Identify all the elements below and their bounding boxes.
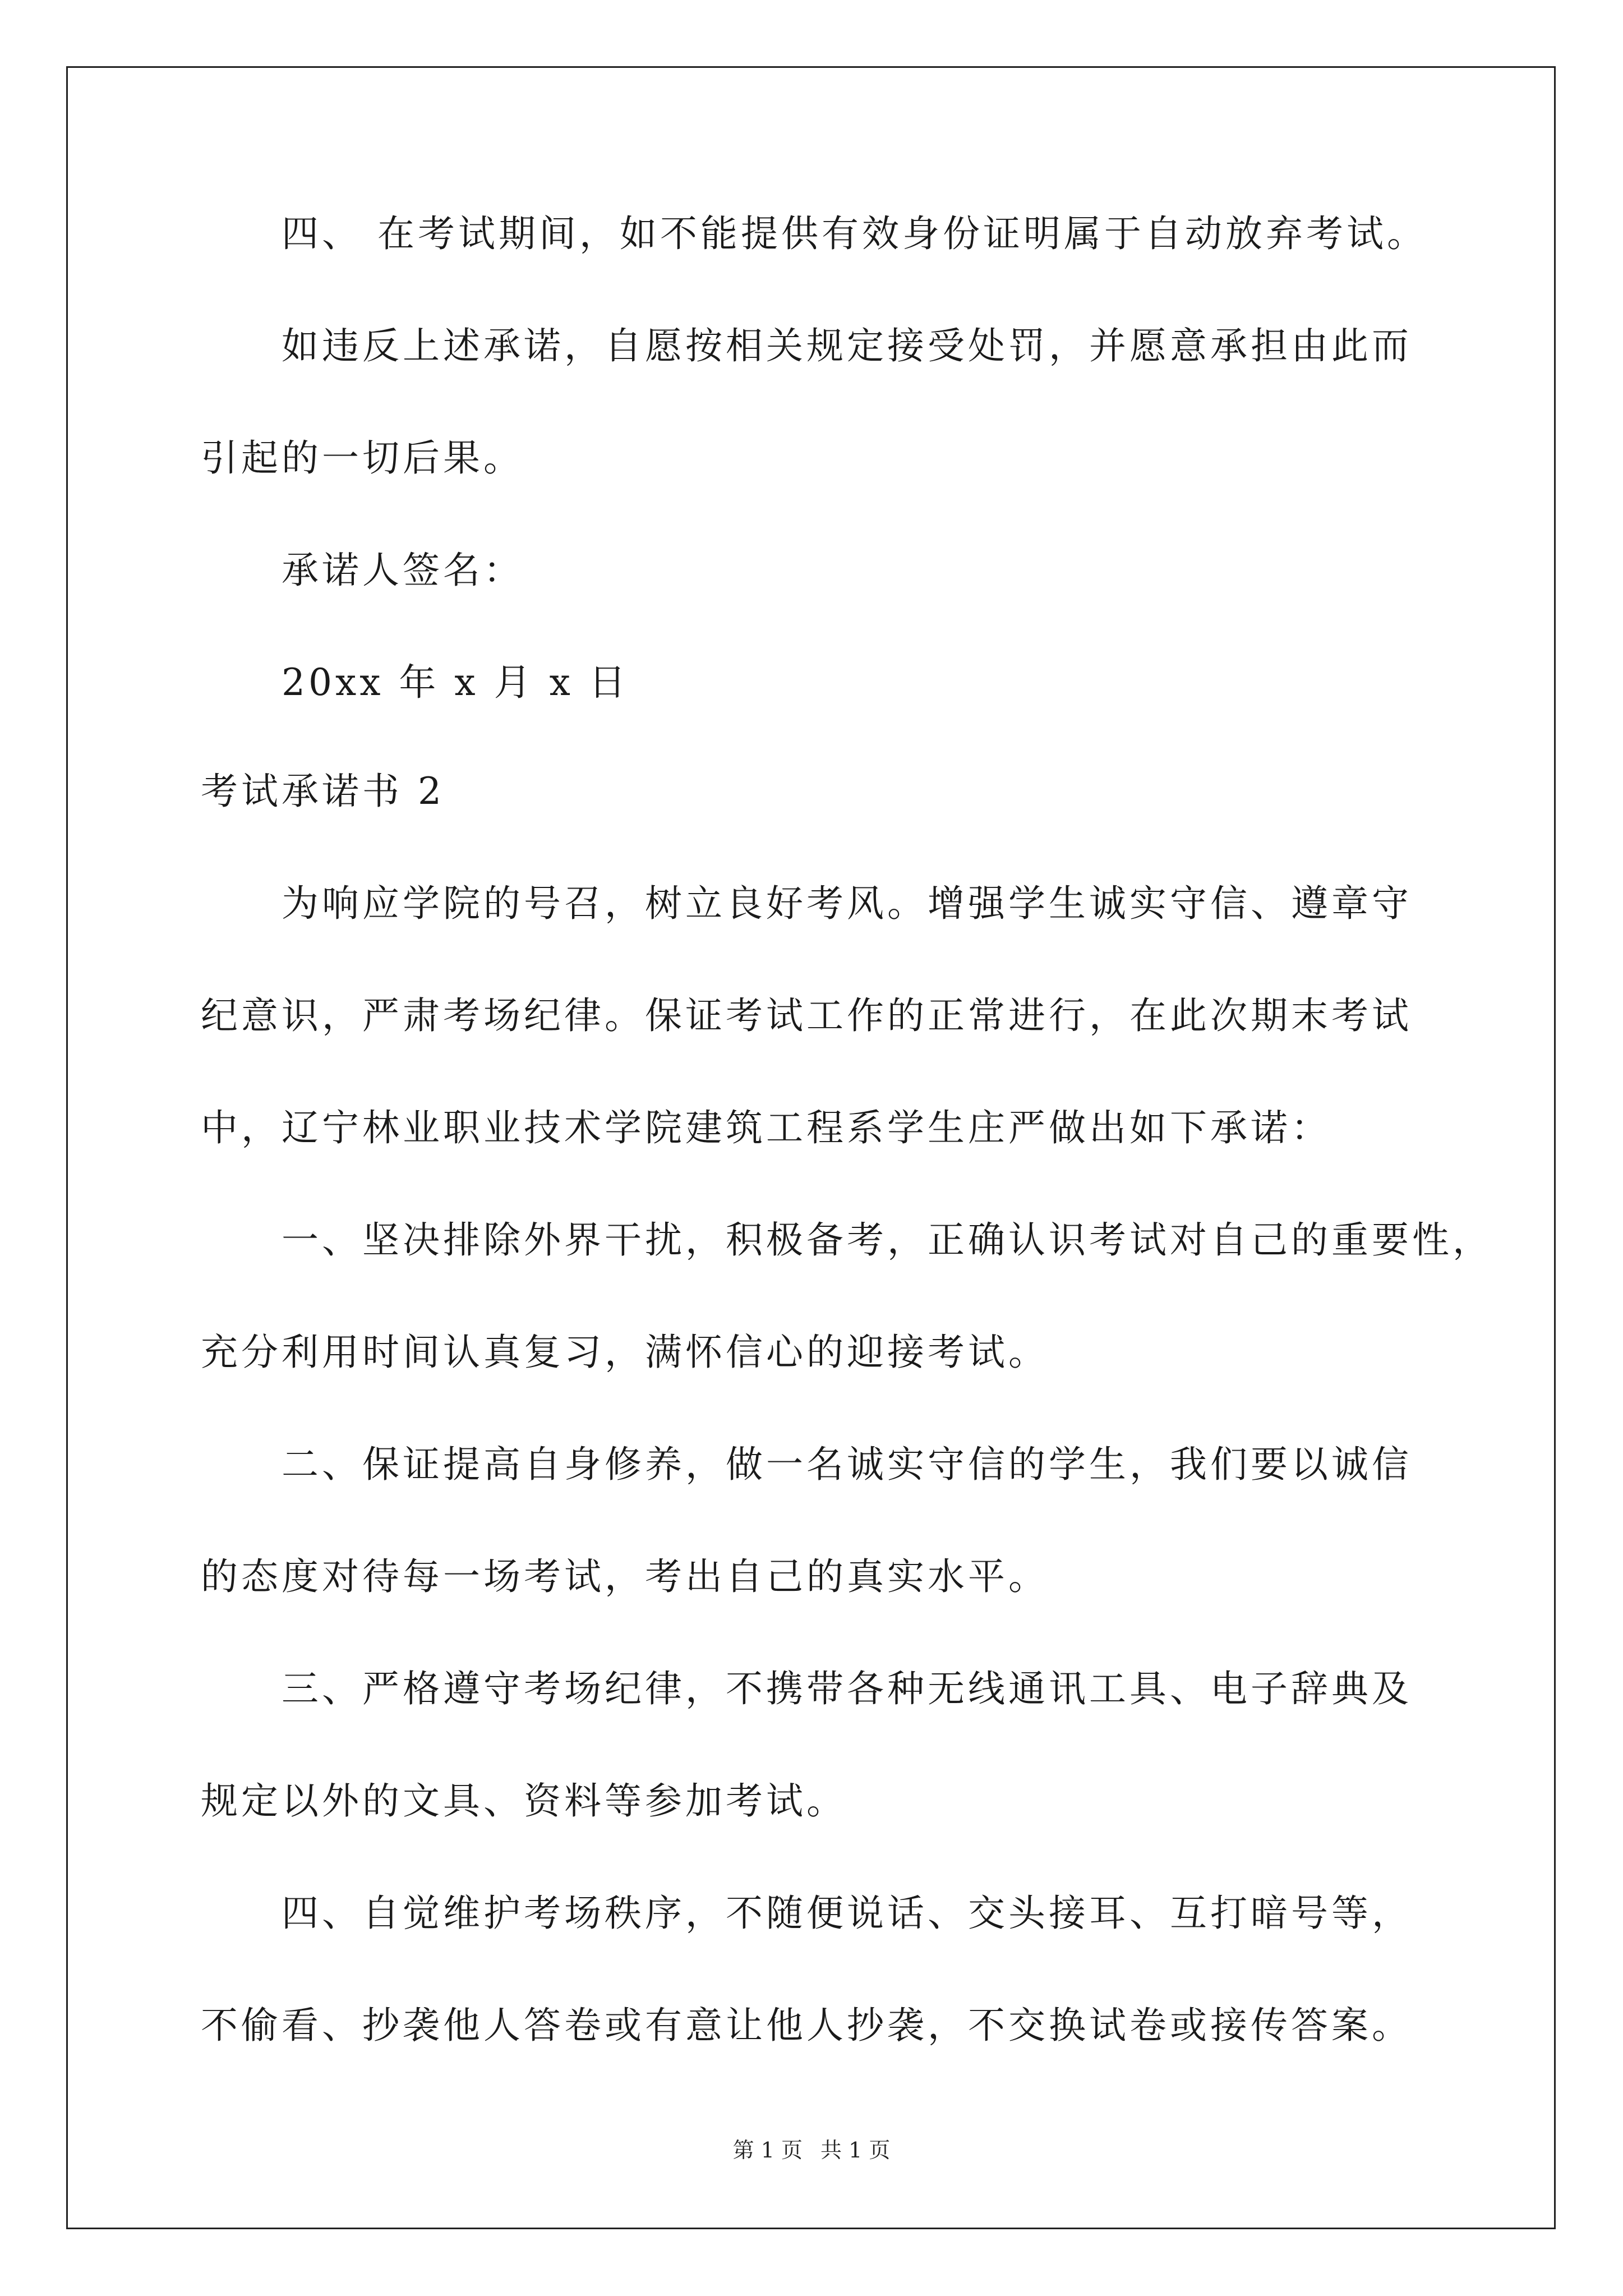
clause-3-line2: 规定以外的文具、资料等参加考试。 xyxy=(201,1779,847,1823)
signature-label: 承诺人签名： xyxy=(282,549,524,592)
paragraph-violation-line1: 如违反上述承诺，自愿按相关规定接受处罚，并愿意承担由此而 xyxy=(282,324,1412,367)
page-number-total: 共 1 页 xyxy=(820,2138,891,2162)
clause-1-line2: 充分利用时间认真复习，满怀信心的迎接考试。 xyxy=(201,1331,1049,1374)
clause-4-line2: 不偷看、抄袭他人答卷或有意让他人抄袭，不交换试卷或接传答案。 xyxy=(201,2004,1412,2047)
clause-2-line2: 的态度对待每一场考试，考出自己的真实水平。 xyxy=(201,1555,1049,1598)
page-number-current: 第 1 页 xyxy=(732,2138,803,2162)
clause-4-line1: 四、自觉维护考场秩序，不随便说话、交头接耳、互打暗号等， xyxy=(282,1892,1412,1935)
intro-line3: 中，辽宁林业职业技术学院建筑工程系学生庄严做出如下承诺： xyxy=(201,1106,1331,1149)
clause-1-line1: 一、坚决排除外界干扰，积极备考，正确认识考试对自己的重要性， xyxy=(282,1218,1493,1262)
signature-date: 20xx 年 x 月 x 日 xyxy=(282,661,629,704)
section-heading: 考试承诺书 2 xyxy=(201,770,445,813)
clause-3-line1: 三、严格遵守考场纪律，不携带各种无线通讯工具、电子辞典及 xyxy=(282,1667,1412,1710)
clause-2-line1: 二、保证提高自身修养，做一名诚实守信的学生，我们要以诚信 xyxy=(282,1443,1412,1486)
paragraph-clause-4-id: 四、 在考试期间，如不能提供有效身份证明属于自动放弃考试。 xyxy=(282,212,1427,255)
intro-line2: 纪意识，严肃考场纪律。保证考试工作的正常进行，在此次期末考试 xyxy=(201,994,1412,1037)
page-footer xyxy=(0,2136,1623,2164)
paragraph-violation-line2: 引起的一切后果。 xyxy=(201,436,524,480)
intro-line1: 为响应学院的号召，树立良好考风。增强学生诚实守信、遵章守 xyxy=(282,882,1412,925)
